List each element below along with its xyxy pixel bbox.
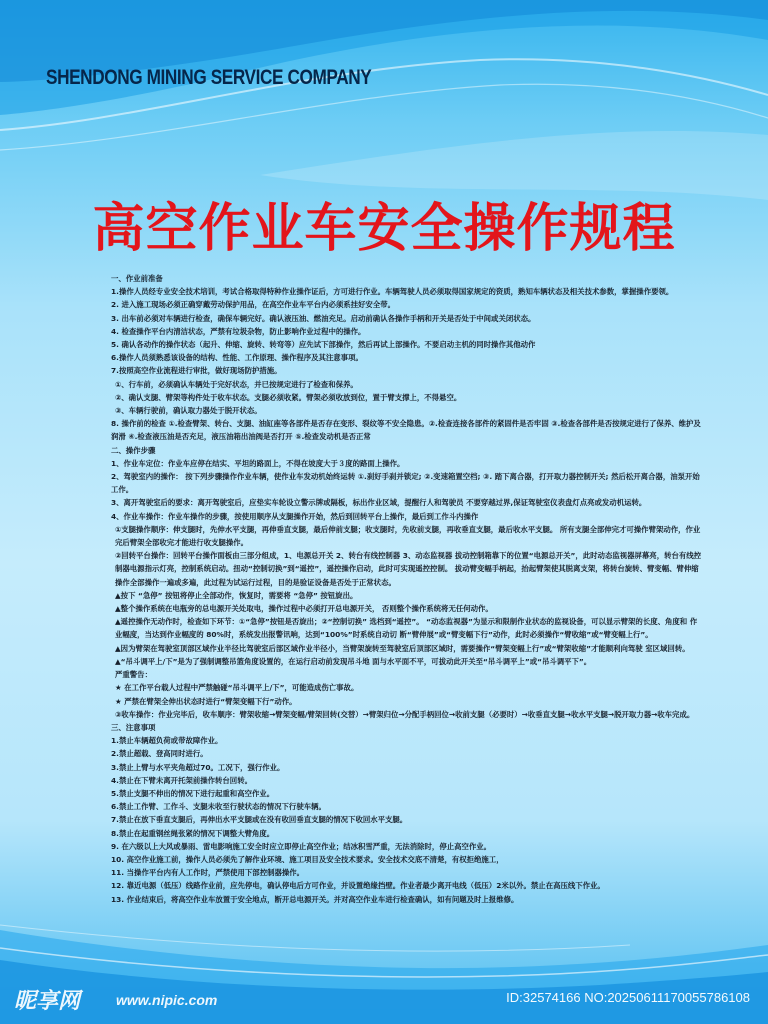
text-line: 1.操作人员经专业安全技术培训，考试合格取得特种作业操作证后，方可进行作业。车辆驾驶人员必须取得国家规定的资质，熟知车辆状态及相关技术参数，掌握操作要领。 — [111, 287, 674, 297]
text-line: 11. 当操作平台内有人工作时，严禁使用下部控制器操作。 — [111, 868, 305, 878]
text-line: ★ 严禁在臂架全伸出状态时进行“臂架变幅下行”动作。 — [115, 696, 297, 706]
text-line: 12. 靠近电源（低压）线路作业前，应先停电，确认停电后方可作业，并设置绝缘挡壁。作业者最少离开电线（低压）2米以外。禁止在高压线下作业。 — [111, 881, 605, 891]
text-line: 1、作业车定位：作业车应停在结实、平坦的路面上，不得在坡度大于３度的路面上操作。 — [111, 458, 405, 468]
text-line: 3. 出车前必须对车辆进行检查，确保车辆完好。确认液压油、燃油充足。启动前确认各操作手柄和开关是否处于中间或关闭状态。 — [111, 313, 536, 323]
text-line: 2. 进入施工现场必须正确穿戴劳动保护用品，在高空作业车平台内必须系挂好安全带。 — [111, 300, 395, 310]
text-line: 5. 确认各动作的操作状态（起升、伸缩、旋转、转弯等）应先试下部操作，然后再试上部操作。不要启动主机的同时操作其他动作 — [111, 340, 536, 350]
text-line: 三、注意事项 — [111, 722, 156, 732]
text-line: 5.禁止支腿不伸出的情况下进行起重和高空作业。 — [111, 788, 275, 798]
text-line: 2.禁止超载、登高同时进行。 — [111, 749, 208, 759]
text-line: 6.操作人员须熟悉该设备的结构、性能、工作原理、操作程序及其注意事项。 — [111, 353, 363, 363]
text-line: 9. 在六级以上大风或暴雨、雷电影响施工安全时应立即停止高空作业；结冰积雪严重，无法消除时，停止高空作业。 — [111, 841, 492, 851]
text-line: 4.禁止在下臂未离开托架前操作转台回转。 — [111, 775, 252, 785]
text-line: ▲整个操作系统在电瓶旁的总电源开关处取电，操作过程中必须打开总电源开关， 否则整个操作系统将无任何动作。 — [115, 604, 493, 614]
watermark-id: ID:32574166 NO:20250611170055786108 — [506, 990, 750, 1005]
page-title: 高空作业车安全操作规程 — [92, 199, 676, 259]
text-line: ▲遥控操作无动作时，检查如下环节：①“急停”按钮是否旋出；②“控制切换” 选档到“遥控”。 “动态监视器”为显示和限制作业状态的监视设备，可以显示臂架的长度、角度和 作业幅度，当达到作业幅度的 80%时，系统发出报警讯响，达到“100%”时系统自动切 断“臂伸展”或“臂变幅下行”动作，此时必须操作“臂收缩”或“臂变幅上行”。 — [115, 617, 698, 640]
text-line: 8.禁止在起重钢丝绳张紧的情况下调整大臂角度。 — [111, 828, 275, 838]
text-line: ②回转平台操作：回转平台操作面板由三部分组成，1、电源总开关 2、转台有线控制器 3、动态监视器 拔动控制箱靠下的位置“电源总开关”，此时动态监视器屏幕亮，转台有线控制器电源指示灯亮，控制系统启动。扭动“控制切换”到“遥控”，遥控操作启动，此时可实现遥控控制。 拔动臂变幅手柄起，抬起臂架使其脱离支架，将转台旋转、臂变幅、臂伸缩操作全部操作一遍或多遍，此过程为试运行过程，目的是验证设备是否处于正常状态。 — [115, 551, 702, 587]
text-line: ▲按下 “急停” 按钮将停止全部动作，恢复时，需要将 “急停” 按钮旋出。 — [115, 590, 358, 600]
text-line: 13. 作业结束后，将高空作业车放置于安全地点，断开总电源开关。并对高空作业车进行检查确认，如有问题及时上报维修。 — [111, 894, 519, 904]
text-line: 7.禁止在放下垂直支腿后，再伸出水平支腿或在没有收回垂直支腿的情况下收回水平支腿。 — [111, 815, 408, 825]
text-line: 3、离开驾驶室后的要求：离开驾驶室后，应垫实车轮设立警示牌或隔板，标出作业区域，提醒行人和驾驶员 不要穿越过界,保证驾驶室仪表盘灯点亮或发动机运转。 — [111, 498, 647, 508]
text-line: ▲“吊斗调平上/下”是为了强制调整吊篮角度设置的，在运行启动前发现吊斗地 面与水平面不平，可拔动此开关至“吊斗调平上”或“吊斗调平下”。 — [115, 656, 592, 666]
text-line: ③收车操作：作业完毕后，收车顺序：臂架收缩→臂架变幅/臂架回转(交替）→臂架归位→分配手柄回位→收前支腿（必要时）→收垂直支腿→收水平支腿→脱开取力器→收车完成。 — [115, 709, 695, 719]
text-line: ②、确认支腿、臂架等构件处于收车状态。支腿必须收紧。臂架必须收放到位，置于臂支撑上，不得悬空。 — [115, 392, 462, 402]
text-line: 7.按照高空作业流程进行审批，做好现场防护措施。 — [111, 366, 282, 376]
text-line: ▲因为臂架在驾驶室顶部区域作业半径比驾驶室后部区域作业半径小，当臂架旋转至驾驶室后顶部区域时，需要操作“臂架变幅上行”或“臂架收缩”才能顺利向驾驶 室区域回转。 — [115, 643, 690, 653]
text-line: ①、行车前，必须确认车辆处于完好状态，并已按规定进行了检查和保养。 — [115, 379, 358, 389]
watermark-logo: 昵享网 — [14, 989, 81, 1014]
text-line: 4. 检查操作平台内清洁状态，严禁有垃圾杂物，防止影响作业过程中的操作。 — [111, 326, 366, 336]
text-line: 2、驾驶室内的操作： 按下列步骤操作作业车辆，使作业车发动机始终运转 ①.刹好手刹并锁定; ②.变速箱置空档; ③. 踏下离合器，打开取力器控制开关; 然后松开离合器，油泵开始工作。 — [111, 472, 700, 495]
text-line: 8. 操作前的检查 ①.检查臂架、转台、支腿、油缸座等各部件是否存在变形、裂纹等不安全隐患。②.检查连接各部件的紧固件是否牢固 ③.检查各部件是否按规定进行了保养、维护及润滑 ④.检查液压油是否充足，液压油箱出油阀是否打开 ⑤.检查发动机是否正常 — [111, 419, 701, 442]
text-line: 4、作业车操作：作业车操作的步骤，按使用顺序从支腿操作开始，然后到回转平台上操作，最后到工作斗内操作 — [111, 511, 479, 521]
company-name: SHENDONG MINING SERVICE COMPANY — [46, 66, 372, 89]
text-line: 3.禁止上臂与水平夹角超过70。工况下，强行作业。 — [111, 762, 285, 772]
text-line: 10. 高空作业施工前，操作人员必须先了解作业环境、施工项目及安全技术要求。安全技术交底不清楚，有权拒绝施工， — [111, 854, 504, 864]
text-line: 一、作业前准备 — [111, 274, 163, 283]
watermark-url: www.nipic.com — [116, 992, 218, 1008]
text-line: ①支腿操作顺序：伸支腿时，先伸水平支腿，再伸垂直支腿，最后伸前支腿；收支腿时，先收前支腿，再收垂直支腿，最后收水平支腿。 所有支腿全部伸完才可操作臂架动作，作业完后臂架全部收完才能进行收支腿操作。 — [115, 524, 701, 548]
text-line: 二、操作步骤 — [111, 445, 156, 455]
text-line: ★ 在工作平台载人过程中严禁触碰“吊斗调平上/下”，可能造成伤亡事故。 — [115, 683, 359, 693]
text-line: 1.禁止车辆超负荷或带故障作业。 — [111, 736, 223, 746]
text-line: 6.禁止工作臂、工作斗、支腿未收至行驶状态的情况下行驶车辆。 — [111, 802, 326, 812]
regulation-body — [97, 272, 702, 906]
text-line: 严重警告： — [115, 670, 152, 680]
text-line: ③、车辆行驶前，确认取力器处于脱开状态。 — [115, 406, 262, 416]
